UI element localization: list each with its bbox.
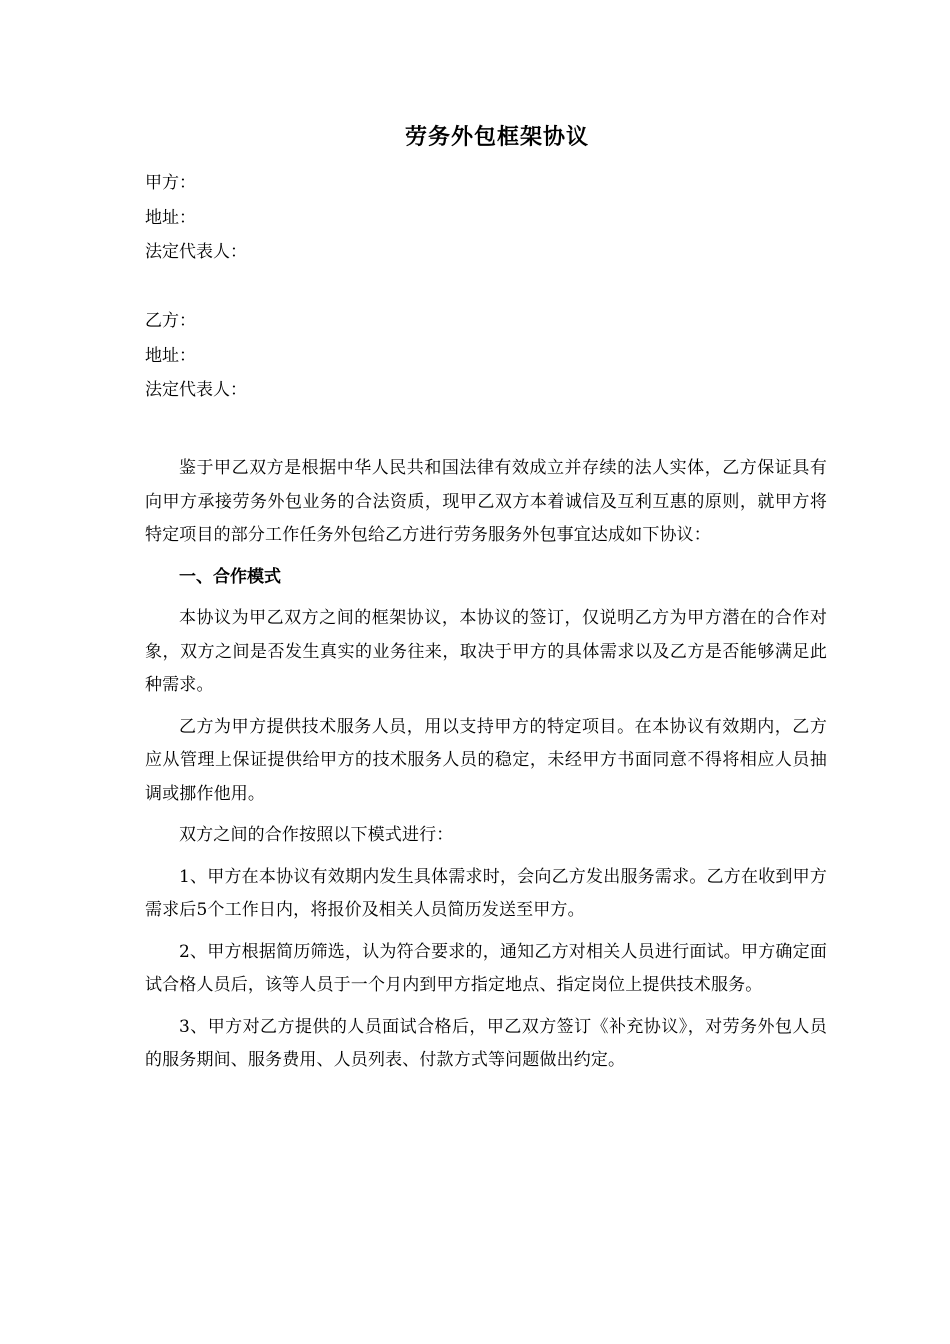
party-b-representative-label: 法定代表人： — [145, 380, 247, 400]
preamble-paragraph: 鉴于甲乙双方是根据中华人民共和国法律有效成立并存续的法人实体，乙方保证具有向甲方承接劳务外包业务的合法资质，现甲乙双方本着诚信及互利互惠的原则，就甲方将特定项目的部分工作任务外包给乙方进行劳务服务外包事宜达成如下协议： — [145, 458, 827, 545]
party-b-address-label: 地址： — [145, 345, 196, 366]
section-heading-cooperation-mode: 一、合作模式 — [179, 566, 281, 587]
section-paragraph: 1、甲方在本协议有效期内发生具体需求时，会向乙方发出服务需求。乙方在收到甲方需求后5个工作日内，将报价及相关人员简历发送至甲方。 — [145, 866, 827, 920]
party-b-block — [145, 304, 825, 408]
party-a-block — [145, 166, 825, 270]
section-paragraph: 本协议为甲乙双方之间的框架协议，本协议的签订，仅说明乙方为甲方潜在的合作对象，双方之间是否发生真实的业务往来，取决于甲方的具体需求以及乙方是否能够满足此种需求。 — [145, 608, 827, 695]
party-a-address-label: 地址： — [145, 207, 196, 228]
section-paragraph: 乙方为甲方提供技术服务人员，用以支持甲方的特定项目。在本协议有效期内，乙方应从管理上保证提供给甲方的技术服务人员的稳定，未经甲方书面同意不得将相应人员抽调或挪作他用。 — [145, 716, 827, 804]
party-b-name-label: 乙方： — [145, 311, 196, 331]
section-paragraph: 2、甲方根据简历筛选，认为符合要求的，通知乙方对相关人员进行面试。甲方确定面试合格人员后，该等人员于一个月内到甲方指定地点、指定岗位上提供技术服务。 — [145, 941, 827, 995]
section-paragraph: 双方之间的合作按照以下模式进行： — [179, 825, 454, 845]
section-paragraph: 3、甲方对乙方提供的人员面试合格后，甲乙双方签订《补充协议》，对劳务外包人员的服务期间、服务费用、人员列表、付款方式等问题做出约定。 — [145, 1016, 827, 1070]
party-a-representative-label: 法定代表人： — [145, 242, 247, 262]
document-title: 劳务外包框架协议 — [404, 124, 589, 150]
agreement-body — [145, 452, 827, 1086]
party-a-name-label: 甲方： — [145, 173, 196, 193]
